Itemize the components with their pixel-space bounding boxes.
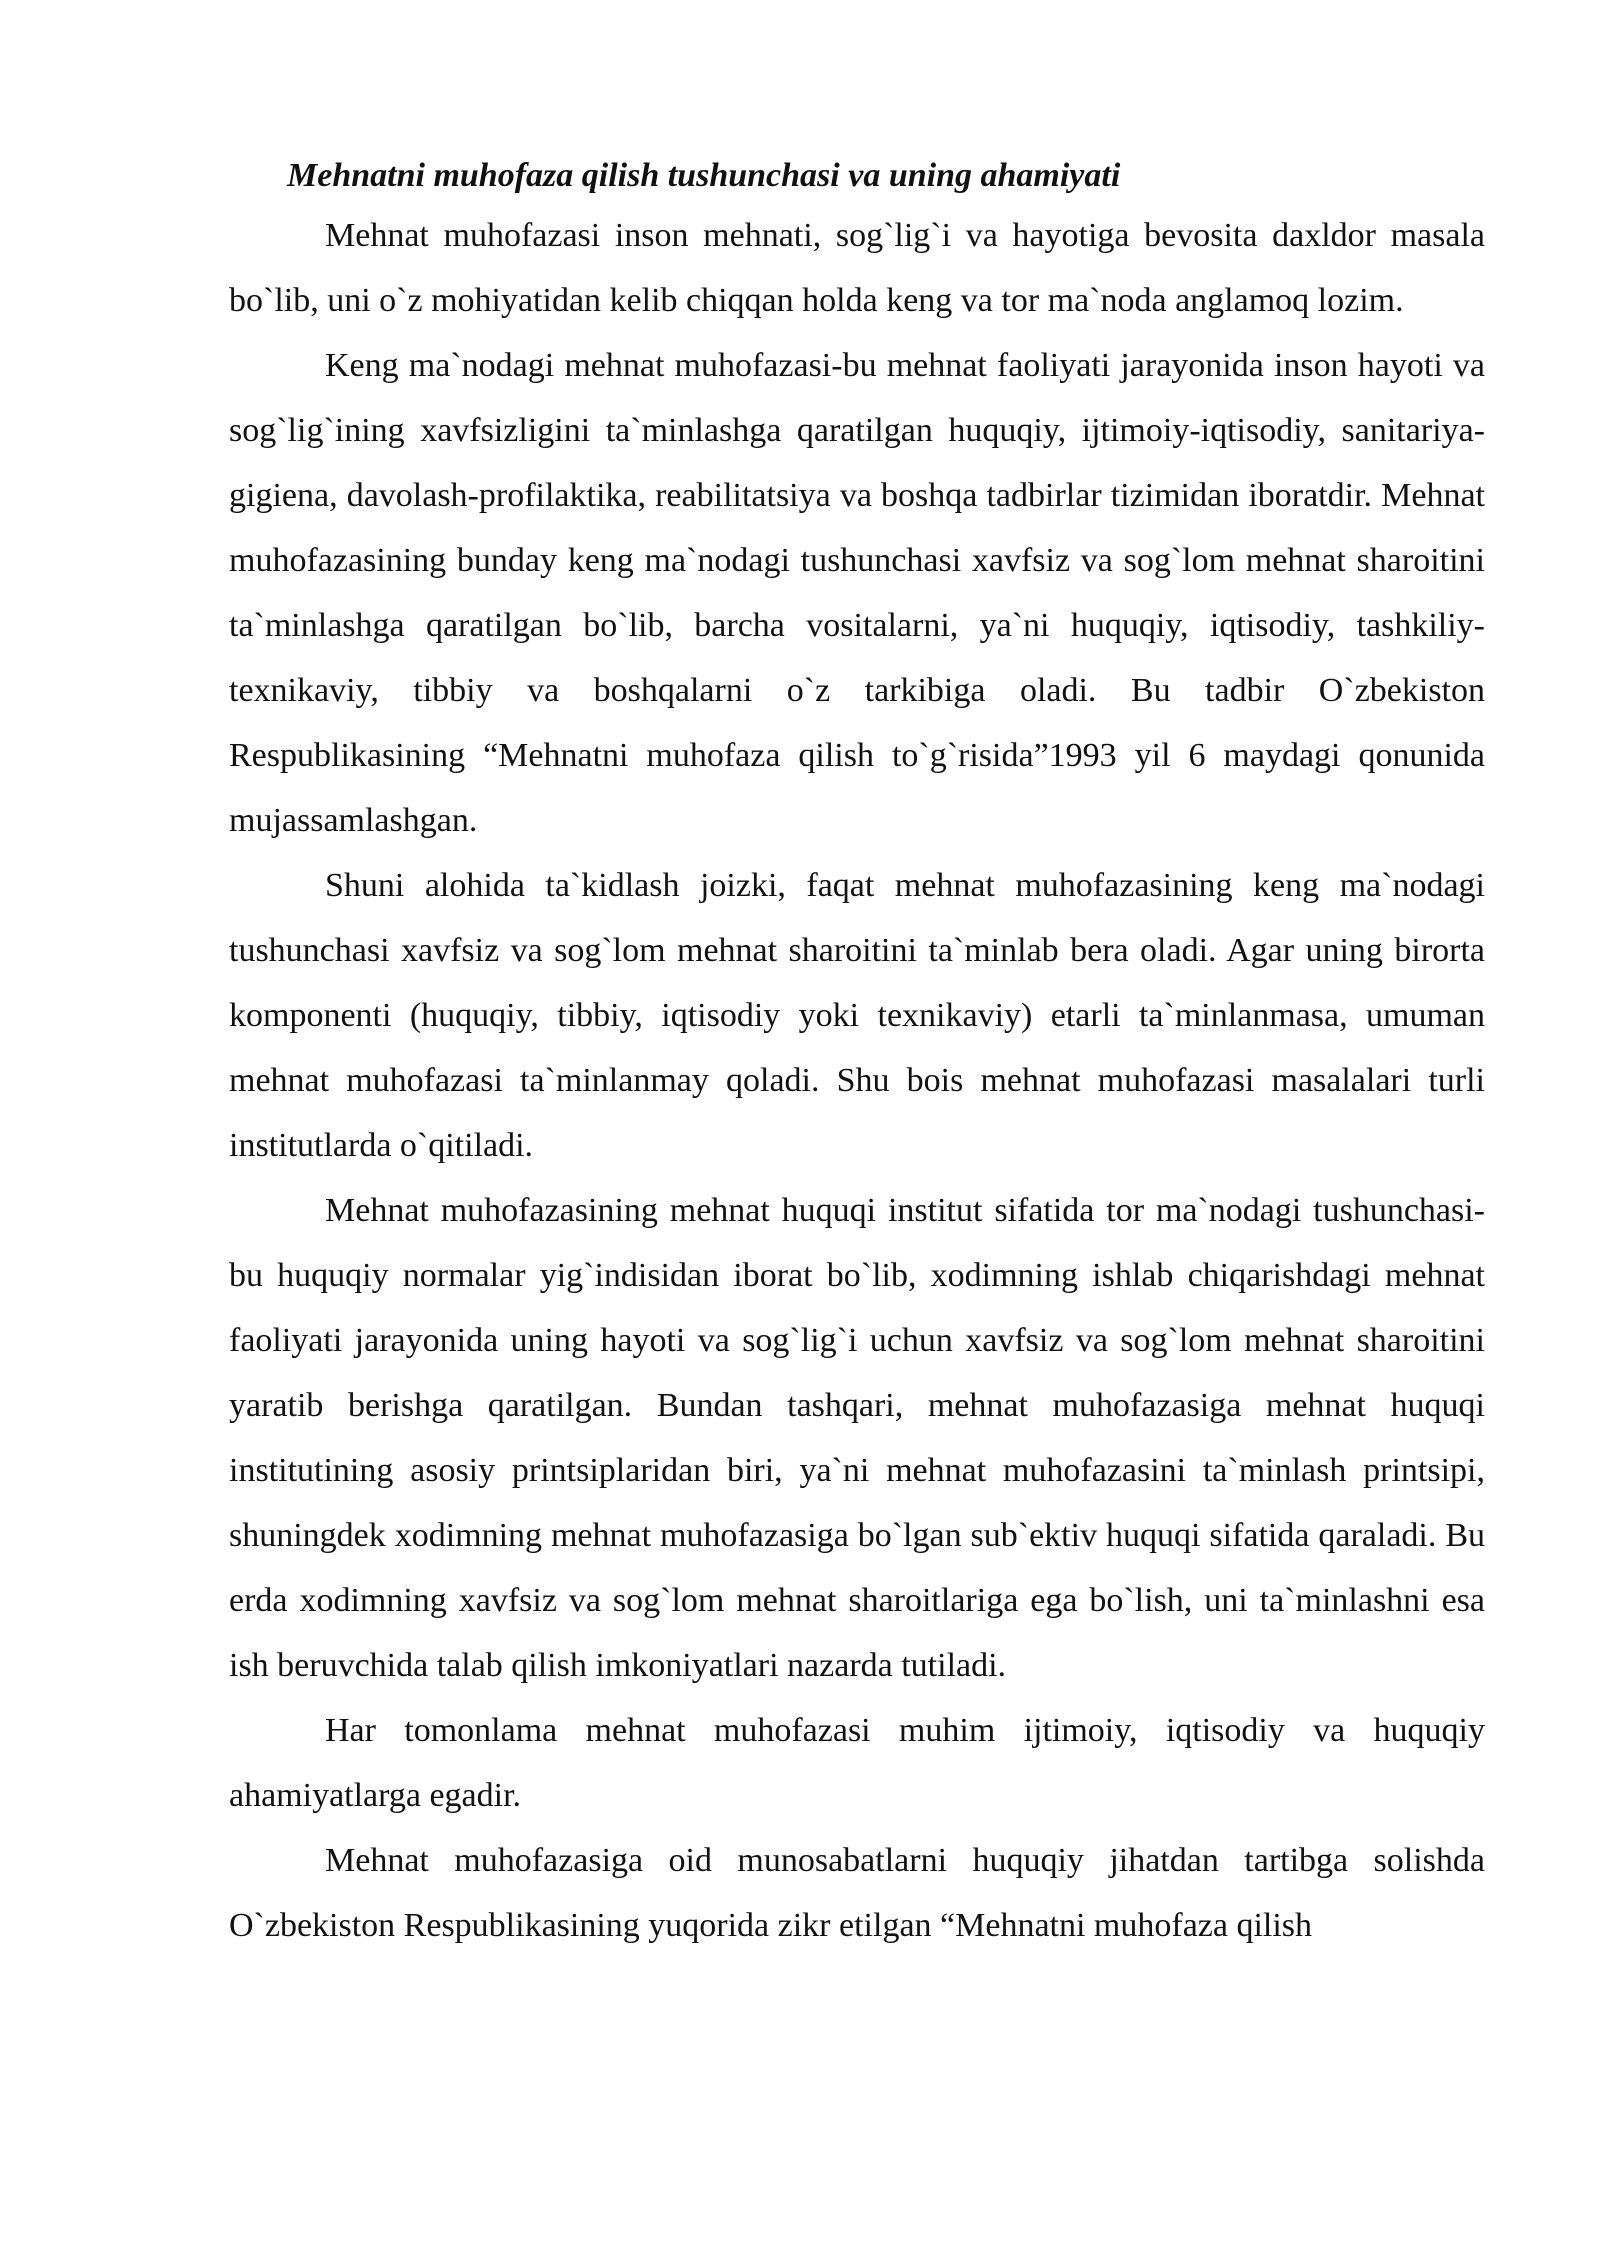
paragraph-6: Mehnat muhofazasiga oid munosabatlarni huquqiy jihatdan tartibga solishda O`zbekiston Respublikasining yuqorida zikr etilgan “Mehnatni muhofaza qilish bbox=[229, 1842, 1485, 1944]
paragraph-5: Har tomonlama mehnat muhofazasi muhim ijtimoiy, iqtisodiy va huquqiy ahamiyatlarga egadir. bbox=[229, 1712, 1485, 1814]
document-body bbox=[229, 148, 1485, 1958]
paragraph-1: Mehnat muhofazasi inson mehnati, sog`lig`i va hayotiga bevosita daxldor masala bo`lib, uni o`z mohiyatidan kelib chiqqan holda keng va tor ma`noda anglamoq lozim. bbox=[229, 217, 1485, 319]
paragraph-2: Keng ma`nodagi mehnat muhofazasi-bu mehnat faoliyati jarayonida inson hayoti va sog`lig`ining xavfsizligini ta`minlashga qaratilgan huquqiy, ijtimoiy-iqtisodiy, sanitariya-gigiena, davolash-profilaktika, reabilitatsiya va boshqa tadbirlar tizimidan iboratdir. Mehnat muhofazasining bunday keng ma`nodagi tushunchasi xavfsiz va sog`lom mehnat sharoitini ta`minlashga qaratilgan bo`lib, barcha vositalarni, ya`ni huquqiy, iqtisodiy, tashkiliy-texnikaviy, tibbiy va boshqalarni o`z tarkibiga oladi. Bu tadbir O`zbekiston Respublikasining “Mehnatni muhofaza qilish to`g`risida”1993 yil 6 maydagi qonunida mujassamlashgan. bbox=[229, 347, 1485, 839]
document-title: Mehnatni muhofaza qilish tushunchasi va uning ahamiyati bbox=[287, 157, 1121, 194]
paragraph-3: Shuni alohida ta`kidlash joizki, faqat mehnat muhofazasining keng ma`nodagi tushunchasi xavfsiz va sog`lom mehnat sharoitini ta`minlab bera oladi. Agar uning birorta komponenti (huquqiy, tibbiy, iqtisodiy yoki texnikaviy) etarli ta`minlanmasa, umuman mehnat muhofazasi ta`minlanmay qoladi. Shu bois mehnat muhofazasi masalalari turli institutlarda o`qitiladi. bbox=[229, 867, 1485, 1164]
paragraph-4: Mehnat muhofazasining mehnat huquqi institut sifatida tor ma`nodagi tushunchasi-bu huquqiy normalar yig`indisidan iborat bo`lib, xodimning ishlab chiqarishdagi mehnat faoliyati jarayonida uning hayoti va sog`lig`i uchun xavfsiz va sog`lom mehnat sharoitini yaratib berishga qaratilgan. Bundan tashqari, mehnat muhofazasiga mehnat huquqi institutining asosiy printsiplaridan biri, ya`ni mehnat muhofazasini ta`minlash printsipi, shuningdek xodimning mehnat muhofazasiga bo`lgan sub`ektiv huquqi sifatida qaraladi. Bu erda xodimning xavfsiz va sog`lom mehnat sharoitlariga ega bo`lish, uni ta`minlashni esa ish beruvchida talab qilish imkoniyatlari nazarda tutiladi. bbox=[229, 1192, 1485, 1684]
